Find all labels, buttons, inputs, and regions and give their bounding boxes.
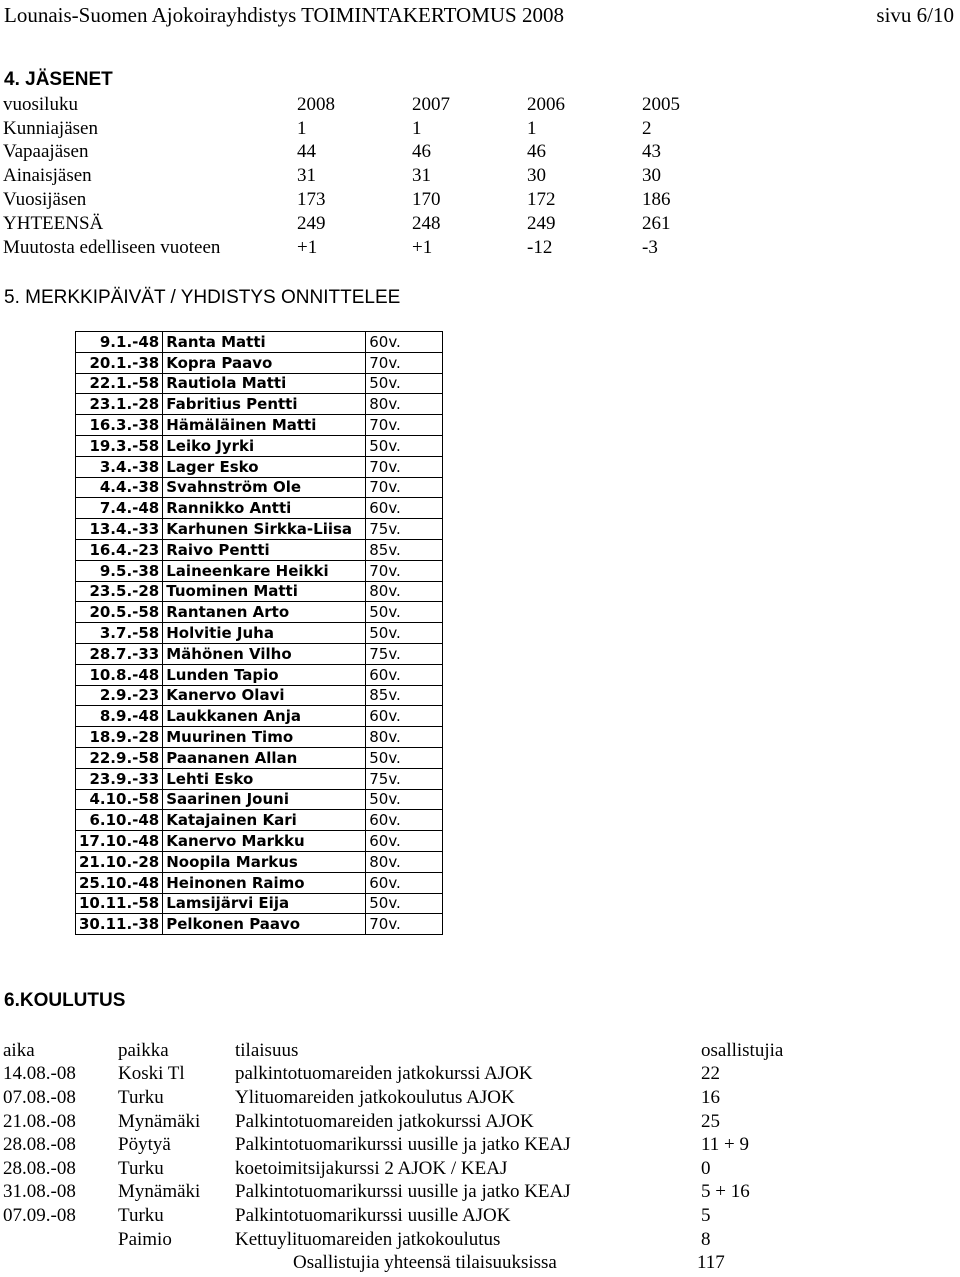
table-cell: Leiko Jyrki (163, 435, 366, 456)
birthday-row (76, 831, 443, 852)
training-row (3, 1133, 791, 1157)
birthday-row (76, 851, 443, 872)
table-cell: 173 (297, 189, 326, 211)
table-cell: Ainaisjäsen (3, 165, 92, 187)
table-cell: 25 (701, 1110, 720, 1132)
table-cell: 11 + 9 (701, 1134, 750, 1156)
table-cell: Mähönen Vilho (163, 643, 366, 664)
table-cell: Koski Tl (118, 1063, 185, 1085)
birthday-row (76, 477, 443, 498)
column-header: osallistujia (701, 1039, 784, 1061)
birthday-row (76, 768, 443, 789)
table-cell: 70v. (366, 560, 443, 581)
table-cell: -3 (642, 236, 658, 258)
training-row (3, 1204, 791, 1228)
table-cell: Paimio (118, 1228, 172, 1250)
table-cell: 07.09.-08 (3, 1204, 76, 1226)
table-cell: Kunniajäsen (3, 117, 98, 139)
table-cell: Ranta Matti (163, 332, 366, 353)
table-cell: Muutosta edelliseen vuoteen (3, 236, 221, 258)
birthday-row (76, 643, 443, 664)
members-row (3, 164, 682, 188)
birthday-row (76, 664, 443, 685)
birthday-row (76, 332, 443, 353)
table-cell: Pöytyä (118, 1134, 171, 1156)
table-cell: 2007 (412, 93, 450, 115)
section-training-title: 6.KOULUTUS (4, 990, 126, 1011)
table-cell: 1 (527, 117, 537, 139)
table-cell: Rantanen Arto (163, 602, 366, 623)
table-cell: Vapaajäsen (3, 141, 89, 163)
table-cell: 25.10.-48 (76, 872, 163, 893)
table-cell: 70v. (366, 415, 443, 436)
table-cell: Turku (118, 1157, 164, 1179)
table-cell: 43 (642, 141, 661, 163)
table-cell: Fabritius Pentti (163, 394, 366, 415)
table-cell: 4.10.-58 (76, 789, 163, 810)
table-cell: Lunden Tapio (163, 664, 366, 685)
table-cell: Palkintotuomareiden jatkokurssi AJOK (235, 1110, 534, 1132)
table-cell: 31 (297, 165, 316, 187)
table-cell: 4.4.-38 (76, 477, 163, 498)
table-cell: Karhunen Sirkka-Liisa (163, 519, 366, 540)
training-row (3, 1157, 791, 1181)
table-cell: 50v. (366, 602, 443, 623)
table-cell: 20.1.-38 (76, 352, 163, 373)
table-cell: 30 (642, 165, 661, 187)
training-row (3, 1063, 791, 1087)
table-cell: 3.7.-58 (76, 623, 163, 644)
members-row (3, 236, 682, 260)
table-cell: 30 (527, 165, 546, 187)
table-cell: Muurinen Timo (163, 727, 366, 748)
members-row (3, 117, 682, 141)
table-cell: Katajainen Kari (163, 810, 366, 831)
table-cell: Vuosijäsen (3, 189, 87, 211)
table-cell: 75v. (366, 519, 443, 540)
training-row (3, 1086, 791, 1110)
table-cell: 3.4.-38 (76, 456, 163, 477)
table-cell: 60v. (366, 872, 443, 893)
table-cell: 5 + 16 (701, 1181, 750, 1203)
table-cell: 10.11.-58 (76, 893, 163, 914)
birthday-row (76, 456, 443, 477)
table-cell: 60v. (366, 498, 443, 519)
birthday-row (76, 373, 443, 394)
training-header-row (3, 1039, 791, 1063)
table-cell: 46 (412, 141, 431, 163)
birthday-row (76, 727, 443, 748)
table-cell: Kopra Paavo (163, 352, 366, 373)
table-cell: 23.9.-33 (76, 768, 163, 789)
table-cell: 44 (297, 141, 316, 163)
table-cell: Svahnström Ole (163, 477, 366, 498)
table-cell: 18.9.-28 (76, 727, 163, 748)
table-cell: 60v. (366, 831, 443, 852)
table-cell: 07.08.-08 (3, 1086, 76, 1108)
table-cell: Saarinen Jouni (163, 789, 366, 810)
document-title: Lounais-Suomen Ajokoirayhdistys TOIMINTAKERTOMUS 2008 (4, 3, 564, 27)
members-row (3, 188, 682, 212)
table-cell: 80v. (366, 394, 443, 415)
page-number: sivu 6/10 (876, 3, 954, 27)
table-cell: 1 (297, 117, 307, 139)
table-cell: vuosiluku (3, 93, 78, 115)
table-cell: 186 (642, 189, 671, 211)
members-row (3, 93, 682, 117)
birthday-row (76, 810, 443, 831)
table-cell: Mynämäki (118, 1181, 201, 1203)
table-cell: 2 (642, 117, 652, 139)
table-cell: YHTEENSÄ (3, 212, 104, 234)
table-cell: Ylituomareiden jatkokoulutus AJOK (235, 1086, 515, 1108)
table-cell: Turku (118, 1086, 164, 1108)
table-cell: 19.3.-58 (76, 435, 163, 456)
table-cell: 50v. (366, 747, 443, 768)
table-cell: 249 (527, 212, 556, 234)
table-cell: 75v. (366, 768, 443, 789)
table-cell: 80v. (366, 727, 443, 748)
table-cell: -12 (527, 236, 553, 258)
table-cell (3, 1228, 118, 1252)
table-cell: 14.08.-08 (3, 1063, 76, 1085)
table-cell: 1 (412, 117, 422, 139)
table-cell: 16.3.-38 (76, 415, 163, 436)
table-cell: 60v. (366, 706, 443, 727)
table-cell: 17.10.-48 (76, 831, 163, 852)
table-cell: koetoimitsijakurssi 2 AJOK / KEAJ (235, 1157, 508, 1179)
table-cell: 20.5.-58 (76, 602, 163, 623)
table-cell: Holvitie Juha (163, 623, 366, 644)
table-cell: 2.9.-23 (76, 685, 163, 706)
table-cell: 60v. (366, 810, 443, 831)
table-cell: 70v. (366, 914, 443, 935)
table-cell: 85v. (366, 685, 443, 706)
table-cell: 2005 (642, 93, 680, 115)
table-cell: 50v. (366, 893, 443, 914)
table-cell: Hämäläinen Matti (163, 415, 366, 436)
members-table (3, 93, 682, 260)
training-row (3, 1110, 791, 1134)
table-cell: Lager Esko (163, 456, 366, 477)
page-header (4, 3, 954, 33)
birthday-row (76, 415, 443, 436)
table-cell: 50v. (366, 373, 443, 394)
table-cell: 50v. (366, 789, 443, 810)
table-cell: Lamsijärvi Eija (163, 893, 366, 914)
table-cell: palkintotuomareiden jatkokurssi AJOK (235, 1063, 533, 1085)
table-cell: Noopila Markus (163, 851, 366, 872)
table-cell: 28.08.-08 (3, 1157, 76, 1179)
table-cell: 30.11.-38 (76, 914, 163, 935)
table-cell: 16 (701, 1086, 720, 1108)
table-cell: 46 (527, 141, 546, 163)
table-cell: Palkintotuomarikurssi uusille ja jatko KEAJ (235, 1134, 571, 1156)
birthday-row (76, 581, 443, 602)
table-cell: 10.8.-48 (76, 664, 163, 685)
birthday-row (76, 602, 443, 623)
table-cell: 248 (412, 212, 441, 234)
table-cell: 21.08.-08 (3, 1110, 76, 1132)
training-table (3, 1039, 791, 1251)
table-cell: 23.5.-28 (76, 581, 163, 602)
training-row (3, 1181, 791, 1205)
table-cell: 8 (701, 1228, 711, 1250)
birthday-row (76, 893, 443, 914)
table-cell: Kanervo Olavi (163, 685, 366, 706)
table-cell: 70v. (366, 477, 443, 498)
table-cell: Raivo Pentti (163, 539, 366, 560)
table-cell: 22 (701, 1063, 720, 1085)
table-cell: 31 (412, 165, 431, 187)
table-cell: Lehti Esko (163, 768, 366, 789)
table-cell: 28.7.-33 (76, 643, 163, 664)
birthday-row (76, 435, 443, 456)
table-cell: 261 (642, 212, 671, 234)
birthday-row (76, 872, 443, 893)
birthday-row (76, 685, 443, 706)
table-cell: 28.08.-08 (3, 1134, 76, 1156)
column-header: aika (3, 1039, 35, 1061)
table-cell: 0 (701, 1157, 711, 1179)
birthday-row (76, 789, 443, 810)
section-members-title: 4. JÄSENET (4, 69, 113, 90)
table-cell: 9.5.-38 (76, 560, 163, 581)
birthday-row (76, 560, 443, 581)
table-cell: 60v. (366, 332, 443, 353)
birthday-row (76, 498, 443, 519)
members-row (3, 212, 682, 236)
table-cell: 6.10.-48 (76, 810, 163, 831)
table-cell: 60v. (366, 664, 443, 685)
training-total-label: Osallistujia yhteensä tilaisuuksissa (293, 1252, 557, 1273)
table-cell: 172 (527, 189, 556, 211)
birthday-row (76, 623, 443, 644)
table-cell: Kettuylituomareiden jatkokoulutus (235, 1228, 501, 1250)
table-cell: Pelkonen Paavo (163, 914, 366, 935)
table-cell: Turku (118, 1204, 164, 1226)
birthdays-table (75, 331, 443, 935)
table-cell: 170 (412, 189, 441, 211)
training-total-value: 117 (697, 1252, 725, 1273)
table-cell: Kanervo Markku (163, 831, 366, 852)
table-cell: 70v. (366, 456, 443, 477)
table-cell: 7.4.-48 (76, 498, 163, 519)
table-cell: 23.1.-28 (76, 394, 163, 415)
training-row (3, 1228, 791, 1252)
table-cell: 21.10.-28 (76, 851, 163, 872)
table-cell: 31.08.-08 (3, 1181, 76, 1203)
table-cell: Palkintotuomarikurssi uusille AJOK (235, 1204, 511, 1226)
birthday-row (76, 394, 443, 415)
table-cell: Mynämäki (118, 1110, 201, 1132)
table-cell: 70v. (366, 352, 443, 373)
column-header: tilaisuus (235, 1039, 299, 1061)
birthday-row (76, 519, 443, 540)
table-cell: +1 (412, 236, 433, 258)
table-cell: Tuominen Matti (163, 581, 366, 602)
birthday-row (76, 747, 443, 768)
birthday-row (76, 914, 443, 935)
table-cell: 9.1.-48 (76, 332, 163, 353)
table-cell: Paananen Allan (163, 747, 366, 768)
table-cell: Palkintotuomarikurssi uusille ja jatko KEAJ (235, 1181, 571, 1203)
table-cell: 249 (297, 212, 326, 234)
birthday-row (76, 352, 443, 373)
table-cell: 80v. (366, 581, 443, 602)
table-cell: 80v. (366, 851, 443, 872)
table-cell: 22.1.-58 (76, 373, 163, 394)
table-cell: Rautiola Matti (163, 373, 366, 394)
table-cell: 50v. (366, 435, 443, 456)
birthday-row (76, 706, 443, 727)
section-birthdays-title: 5. MERKKIPÄIVÄT / YHDISTYS ONNITTELEE (4, 287, 401, 308)
table-cell: 16.4.-23 (76, 539, 163, 560)
table-cell: 13.4.-33 (76, 519, 163, 540)
table-cell: 50v. (366, 623, 443, 644)
table-cell: 2006 (527, 93, 565, 115)
table-cell: 2008 (297, 93, 335, 115)
table-cell: 5 (701, 1204, 711, 1226)
table-cell: 22.9.-58 (76, 747, 163, 768)
table-cell: Laineenkare Heikki (163, 560, 366, 581)
birthday-row (76, 539, 443, 560)
table-cell: 8.9.-48 (76, 706, 163, 727)
table-cell: Heinonen Raimo (163, 872, 366, 893)
members-row (3, 141, 682, 165)
table-cell: Rannikko Antti (163, 498, 366, 519)
table-cell: 85v. (366, 539, 443, 560)
column-header: paikka (118, 1039, 169, 1061)
table-cell: 75v. (366, 643, 443, 664)
table-cell: Laukkanen Anja (163, 706, 366, 727)
table-cell: +1 (297, 236, 318, 258)
